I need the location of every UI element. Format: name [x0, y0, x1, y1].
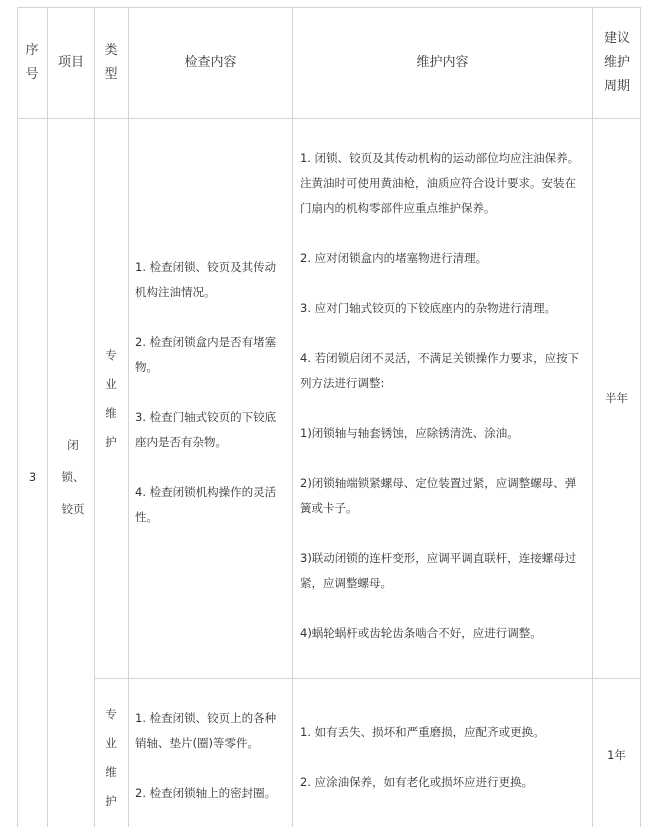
subrow1-check — [135, 255, 285, 530]
subrow1-cycle: 半年 — [605, 391, 628, 405]
header-no: 序号 — [25, 43, 39, 82]
header-item: 项目 — [57, 55, 84, 70]
maint-item: 1. 闭锁、铰页及其传动机构的运动部位均应注油保养。注黄油时可使用黄油枪，油质应符合设计要求。安装在门扇内的机构零部件应重点维护保养。 — [300, 151, 580, 215]
header-cycle: 建议维护周期 — [603, 31, 630, 94]
check-item: 4. 检查闭锁机构操作的灵活性。 — [135, 485, 277, 524]
col-divider-no — [47, 7, 48, 827]
maint-item: 1. 如有丢失、损坏和严重磨损，应配齐或更换。 — [300, 725, 545, 739]
subrow2-check — [135, 706, 285, 806]
maint-item: 4. 若闭锁启闭不灵活，不满足关锁操作力要求，应按下列方法进行调整: — [300, 351, 580, 390]
maint-item: 2)闭锁轴端锁紧螺母、定位装置过紧，应调整螺母、弹簧或卡子。 — [300, 476, 577, 515]
header-check: 检查内容 — [184, 55, 237, 70]
subrow2-type: 专业维护 — [105, 707, 117, 808]
maint-item: 3. 应对门轴式铰页的下铰底座内的杂物进行清理。 — [300, 301, 557, 315]
row-number: 3 — [28, 469, 37, 484]
check-item: 3. 检查门轴式铰页的下铰底座内是否有杂物。 — [135, 410, 277, 449]
maint-item: 2. 应涂油保养，如有老化或损坏应进行更换。 — [300, 775, 534, 789]
check-item: 2. 检查闭锁轴上的密封圈。 — [135, 786, 277, 800]
col-divider-type — [128, 7, 129, 827]
col-divider-item — [94, 7, 95, 827]
maint-item: 2. 应对闭锁盒内的堵塞物进行清理。 — [300, 251, 488, 265]
maint-item: 4)蜗轮蜗杆或齿轮齿条啮合不好，应进行调整。 — [300, 626, 542, 640]
header-type: 类型 — [104, 43, 118, 82]
check-item: 2. 检查闭锁盒内是否有堵塞物。 — [135, 335, 277, 374]
subrow2-cycle: 1年 — [607, 748, 626, 762]
header-maint: 维护内容 — [416, 55, 469, 70]
subrow1-type: 专业维护 — [105, 347, 117, 449]
row-item: 闭锁、铰页 — [61, 438, 85, 516]
check-item: 1. 检查闭锁、铰页上的各种销轴、垫片(圈)等零件。 — [135, 711, 277, 750]
col-divider-check — [292, 7, 293, 827]
subrow1-maint — [300, 146, 584, 646]
subrow-divider — [94, 678, 641, 679]
maint-item: 1)闭锁轴与轴套锈蚀，应除锈清洗、涂油。 — [300, 426, 519, 440]
table-right-border — [640, 7, 641, 827]
check-item: 1. 检查闭锁、铰页及其传动机构注油情况。 — [135, 260, 277, 299]
subrow2-maint — [300, 720, 584, 795]
maint-item: 3)联动闭锁的连杆变形，应调平调直联杆，连接螺母过紧，应调整螺母。 — [300, 551, 577, 590]
